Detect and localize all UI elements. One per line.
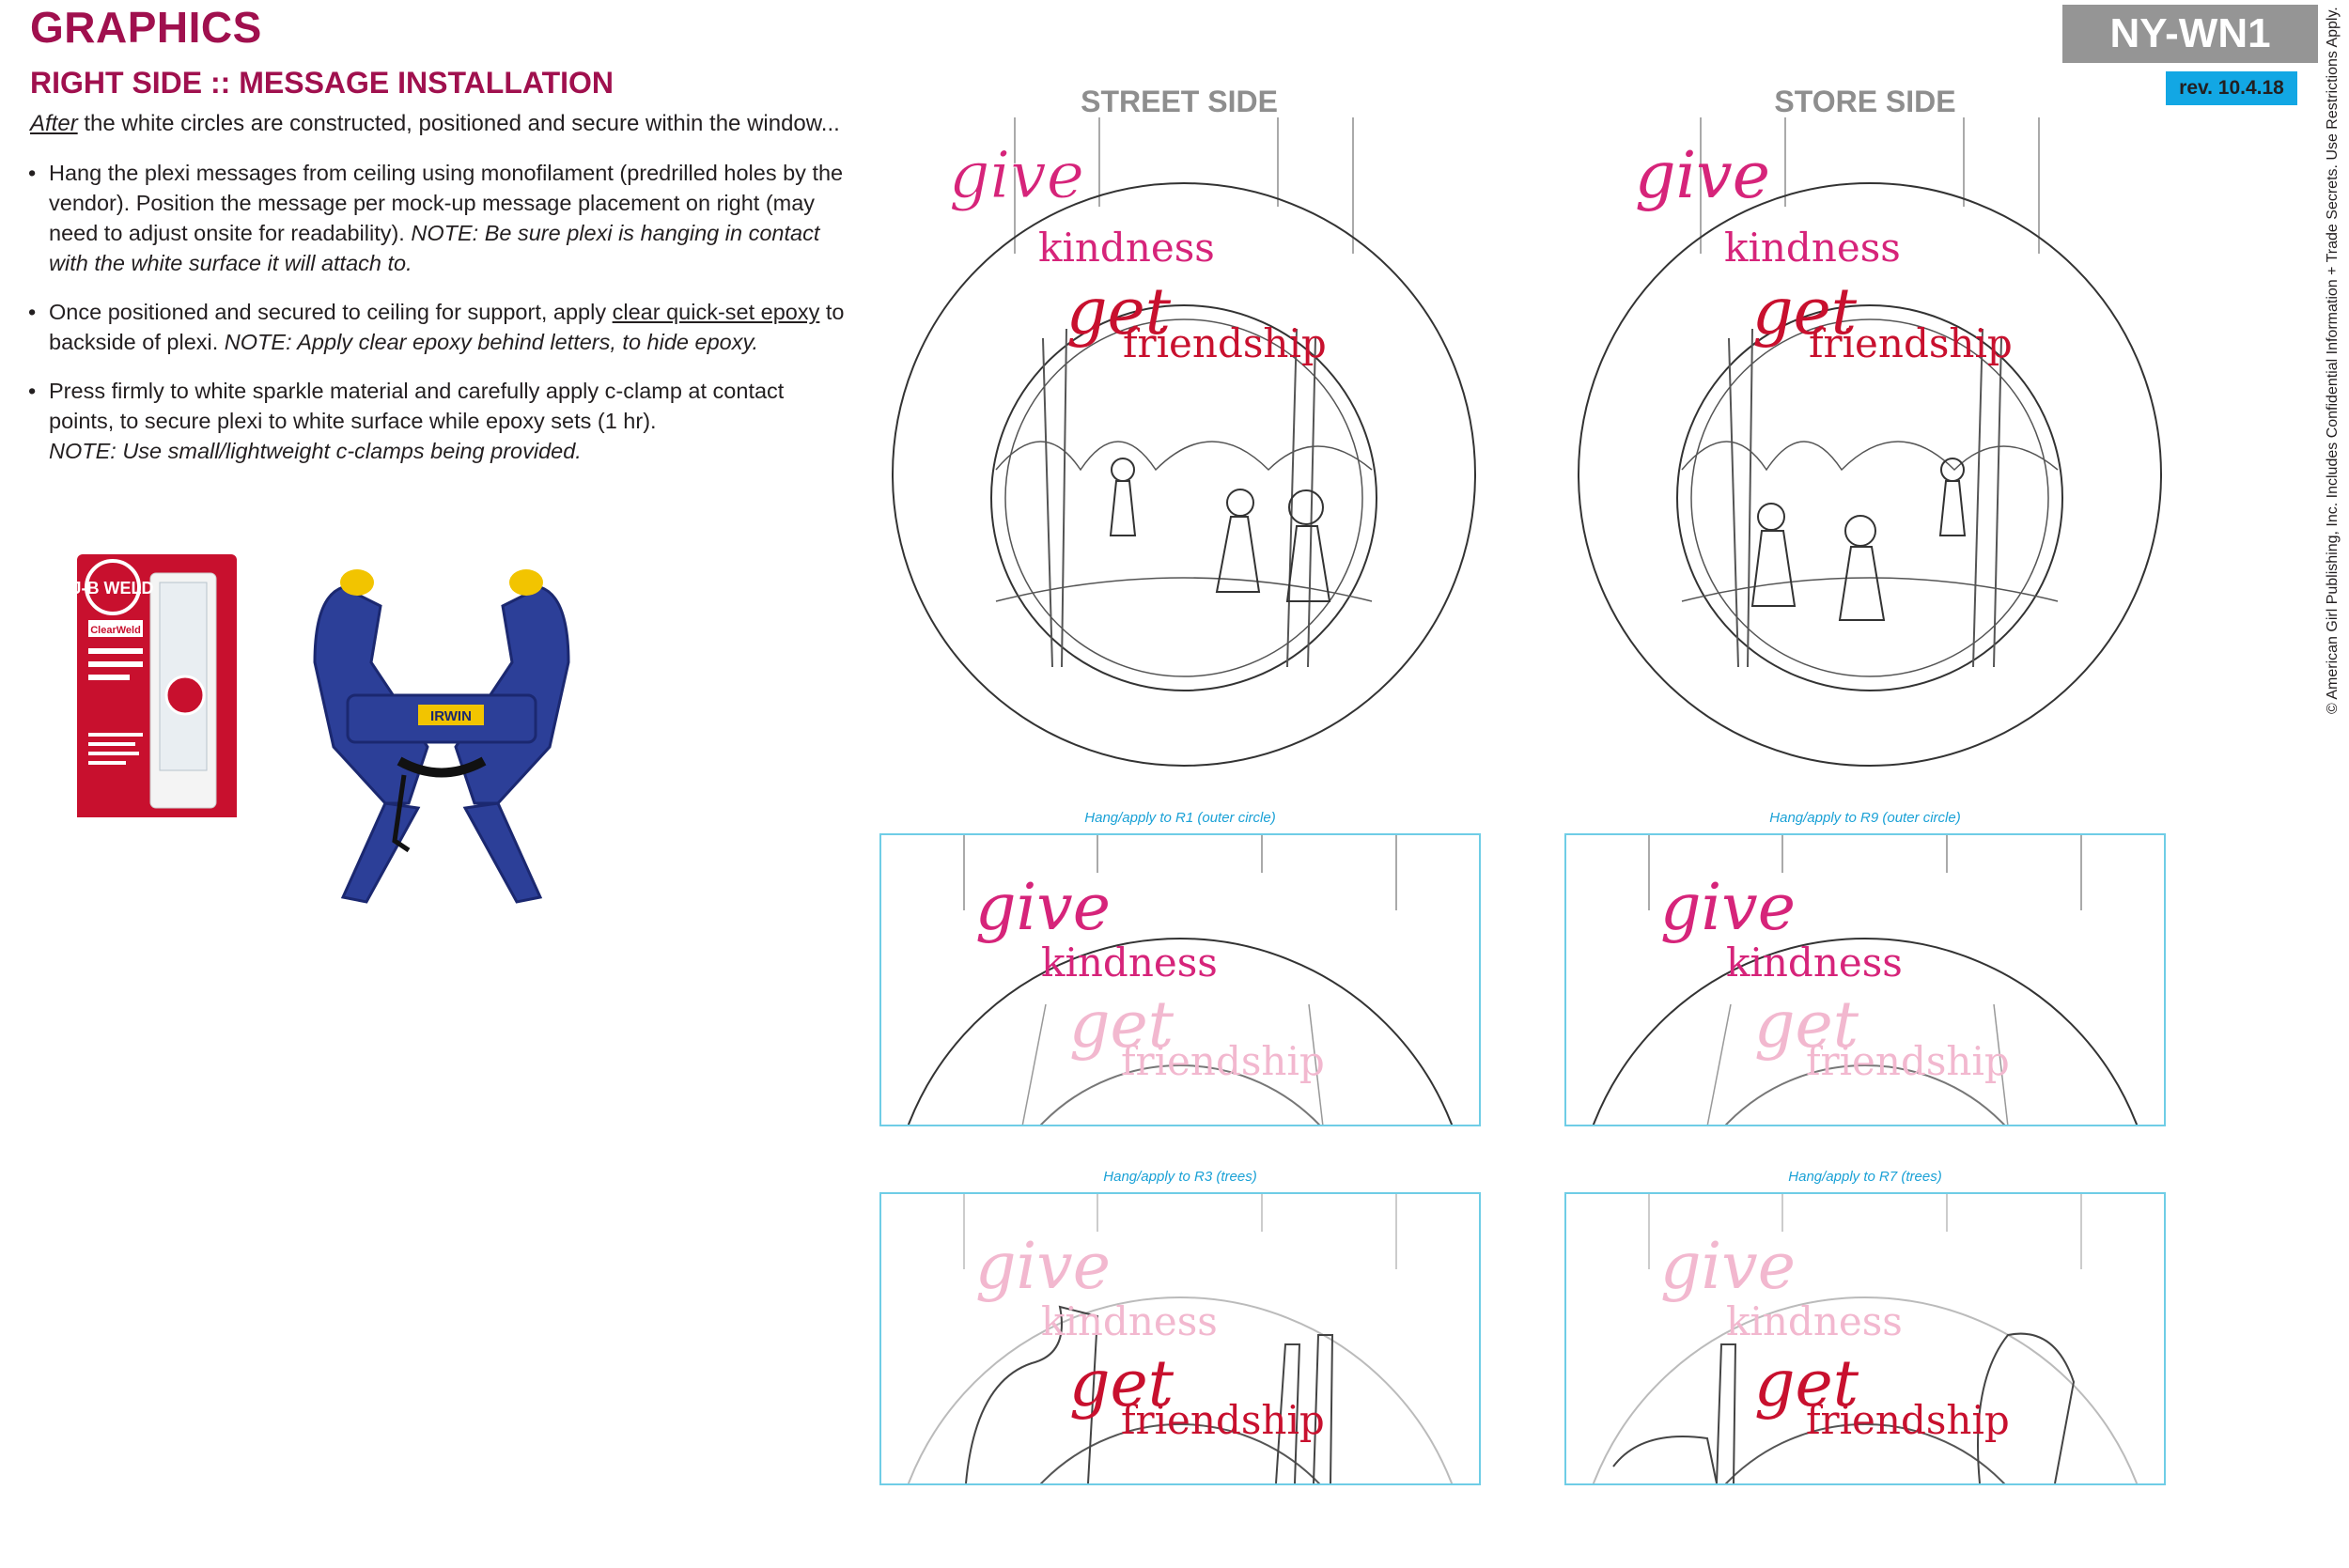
message-get: get (1066, 275, 1172, 349)
instruction-text: to backside of plexi. (49, 300, 845, 354)
detail-panel-r3 (879, 1192, 1481, 1485)
panel-label-r3: Hang/apply to R3 (trees) (1103, 1169, 1257, 1185)
message-get: get (1069, 988, 1174, 1063)
message-kindness: kindness (1041, 1298, 1218, 1344)
message-friendship: friendship (1121, 1038, 1325, 1084)
instruction-note: NOTE: Be sure plexi is hanging in contact with the white surface it will attach to. (49, 221, 820, 275)
message-friendship: friendship (1809, 320, 2013, 366)
section-subtitle: RIGHT SIDE :: MESSAGE INSTALLATION (30, 66, 614, 100)
instruction-text: Once positioned and secured to ceiling for support, apply (49, 300, 613, 324)
clamp-brand-text: IRWIN (430, 708, 472, 724)
intro-emphasis: After (30, 111, 78, 136)
intro-text (30, 111, 840, 137)
instruction-item (28, 158, 855, 278)
store-side-mockup (1560, 113, 2180, 770)
panel-label-r9: Hang/apply to R9 (outer circle) (1769, 810, 1961, 826)
revision-badge: rev. 10.4.18 (2166, 71, 2297, 105)
detail-panel-r1 (879, 833, 1481, 1126)
message-kindness: kindness (1041, 939, 1218, 986)
store-side-label: STORE SIDE (1774, 85, 1956, 118)
page-title: GRAPHICS (30, 3, 262, 52)
message-friendship: friendship (1121, 1397, 1325, 1443)
message-kindness: kindness (1724, 225, 1901, 271)
panel-label-r7: Hang/apply to R7 (trees) (1788, 1169, 1942, 1185)
message-kindness: kindness (1038, 225, 1215, 271)
message-kindness: kindness (1726, 939, 1903, 986)
intro-rest: the white circles are constructed, positioned and secure within the window... (77, 111, 840, 136)
legal-note: © American Girl Publishing, Inc. Includes Confidential Information + Trade Secrets. Use Restrictions Apply. (2325, 7, 2341, 714)
detail-panel-r7 (1564, 1192, 2166, 1485)
message-get: get (1754, 988, 1859, 1063)
instruction-note: NOTE: Apply clear epoxy behind letters, to hide epoxy. (224, 330, 759, 354)
c-clamp-image (277, 521, 606, 907)
street-side-label: STREET SIDE (1081, 85, 1278, 118)
message-kindness: kindness (1726, 1298, 1903, 1344)
message-give: give (1660, 871, 1796, 945)
message-friendship: friendship (1806, 1397, 2010, 1443)
message-give: give (975, 871, 1111, 945)
street-side-mockup (874, 113, 1494, 770)
message-friendship: friendship (1806, 1038, 2010, 1084)
instruction-note: NOTE: Use small/lightweight c-clamps being provided. (49, 439, 582, 463)
epoxy-brand-text: J-B WELD (71, 579, 154, 598)
epoxy-product-image (39, 545, 265, 864)
message-give: give (1635, 139, 1770, 213)
message-get: get (1754, 1347, 1859, 1421)
message-get: get (1069, 1347, 1174, 1421)
instruction-item (28, 376, 855, 466)
message-give: give (975, 1230, 1111, 1304)
instruction-item (28, 297, 855, 357)
panel-label-r1: Hang/apply to R1 (outer circle) (1084, 810, 1276, 826)
epoxy-name-text: ClearWeld (90, 625, 141, 636)
message-get: get (1752, 275, 1858, 349)
doc-code-badge: NY-WN1 (2062, 5, 2318, 63)
instruction-list (28, 158, 855, 485)
instruction-text: Hang the plexi messages from ceiling using monofilament (predrilled holes by the vendor). Position the message per mock-up message placement on right (may need to adjust onsite for readability). (49, 161, 844, 245)
message-friendship: friendship (1123, 320, 1327, 366)
detail-panel-r9 (1564, 833, 2166, 1126)
epoxy-link[interactable]: clear quick-set epoxy (612, 300, 820, 324)
instruction-text: Press firmly to white sparkle material and carefully apply c-clamp at contact points, to secure plexi to white surface while epoxy sets (1 hr). (49, 379, 785, 433)
message-give: give (1660, 1230, 1796, 1304)
message-give: give (949, 139, 1084, 213)
